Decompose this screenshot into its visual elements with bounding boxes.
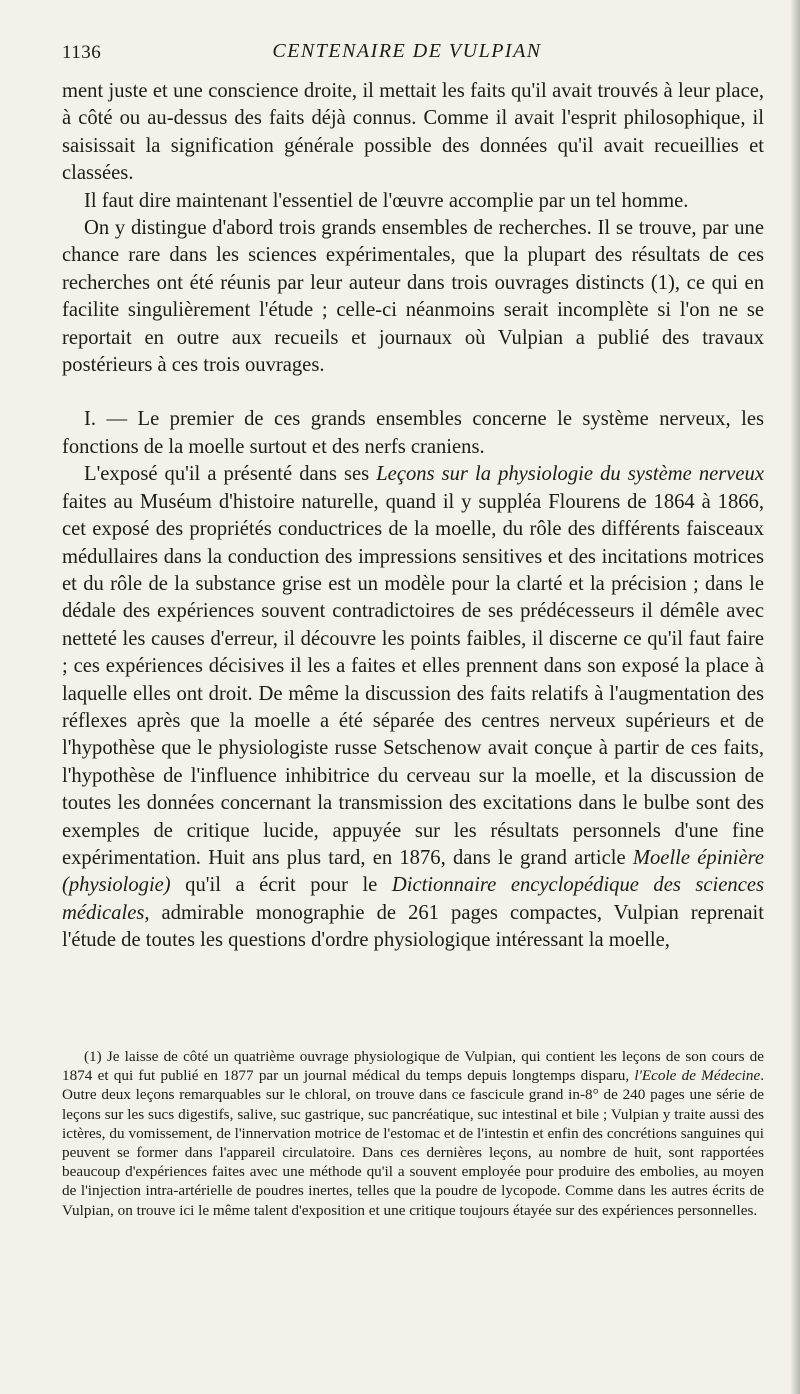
paragraph-2: Il faut dire maintenant l'essentiel de l'œuvre accomplie par un tel homme. — [84, 189, 689, 212]
page-header — [62, 40, 762, 70]
title-moelle-epiniere: Moelle épinière (physiologie) — [62, 846, 764, 897]
paragraph-5 — [62, 461, 764, 954]
paragraph-5-text-c: qu'il a écrit pour le — [170, 874, 392, 897]
title-lecons-physiologie: Leçons sur la physiologie du système nerveux — [376, 463, 764, 486]
title-dictionnaire: Dictionnaire encyclopédique des sciences médicales — [62, 874, 764, 924]
paragraph-3: On y distingue d'abord trois grands ensembles de recherches. Il se trouve, par une chance rare dans les sciences expérimentales, que la plupart des résultats de ces recherches ont été réunis par leur auteur dans trois ouvrages distincts (1), ce qui en facilite singulièrement l'étude ; celle-ci néanmoins serait incomplète si l'on ne se reportait en outre aux recueils et journaux où Vulpian a publié des travaux postérieurs à ces trois ouvrages. — [62, 217, 764, 377]
footnote-1-text-a: (1) Je laisse de côté un quatrième ouvrage physiologique de Vulpian, qui contient les leçons de son cours de 1874 et qui fut publié en 1877 par un journal médical du temps depuis longtemps disparu, — [62, 1048, 764, 1085]
page-edge-shadow — [790, 0, 800, 1394]
paragraph-4-section-I: I. — Le premier de ces grands ensembles concerne le système nerveux, les fonctions de la moelle surtout et des nerfs craniens. — [62, 408, 764, 458]
paragraph-5-text-a: L'exposé qu'il a présenté dans ses — [84, 463, 377, 486]
page-number: 1136 — [62, 42, 102, 63]
footnotes — [62, 1047, 764, 1220]
footnote-journal-title: l'Ecole de Médecine — [634, 1067, 761, 1085]
main-text — [62, 78, 764, 955]
paragraph-5-text-d: , admirable monographie de 261 pages compactes, Vulpian reprenait l'étude de toutes les questions d'ordre physiologique intéressant la moelle, — [62, 901, 764, 952]
running-title: CENTENAIRE DE VULPIAN — [272, 40, 542, 62]
footnote-1-text-b: . Outre deux leçons remarquables sur le chloral, on trouve dans ce fascicule grand in-8° de 240 pages une série de leçons sur les sucs digestifs, salive, suc gastrique, suc pancréatique, suc intestinal et bile ; Vulpian y traite aussi des ictères, du vomissement, de l'innervation motrice de l'estomac et de l'intestin et enfin des concrétions sanguines qui peuvent se former dans l'appareil circulatoire. Dans ces dernières leçons, au nombre de huit, sont rapportées beaucoup d'expériences faites avec une méthode qu'il a souvent employée pour produire des embolies, au moyen de l'injection intra-artérielle de poudres inertes, telles que la poudre de lycopode. Comme dans les autres écrits de Vulpian, on trouve ici le même talent d'exposition et une critique toujours étayée sur des expériences personnelles. — [62, 1067, 764, 1219]
footnote-1 — [62, 1047, 764, 1220]
paragraph-5-text-b: faites au Muséum d'histoire naturelle, quand il y suppléa Flourens de 1864 à 1866, cet exposé des propriétés conductrices de la moelle, du rôle des différents faisceaux médullaires dans la conduction des impressions sensitives et des incitations motrices et du rôle de la substance grise est un modèle pour la clarté et la précision ; dans le dédale des expériences souvent contradictoires de ses prédécesseurs il démêle avec netteté les causes d'erreur, il découvre les points faibles, il discerne ce qu'il faut faire ; ces expériences décisives il les a faites et elles prennent dans son exposé la place à laquelle elles ont droit. De même la discussion des faits relatifs à l'augmentation des réflexes après que la moelle a été séparée des centres nerveux supérieurs et de l'hypothèse que le physiologiste russe Setschenow avait conçue à partir de ces faits, l'hypothèse de l'influence inhibitrice du cerveau sur la moelle, et la discussion de toutes les données concernant la transmission des excitations dans le bulbe sont des exemples de critique lucide, appuyée sur les résultats personnels d'une fine expérimentation. Huit ans plus tard, en 1876, dans le grand article — [62, 490, 764, 869]
paragraph-1: ment juste et une conscience droite, il mettait les faits qu'il avait trouvés à leur place, à côté ou au-dessus des faits déjà connus. Comme il avait l'esprit philosophique, il saisissait la signification générale possible des données qu'il avait recueillies et classées. — [62, 80, 764, 185]
